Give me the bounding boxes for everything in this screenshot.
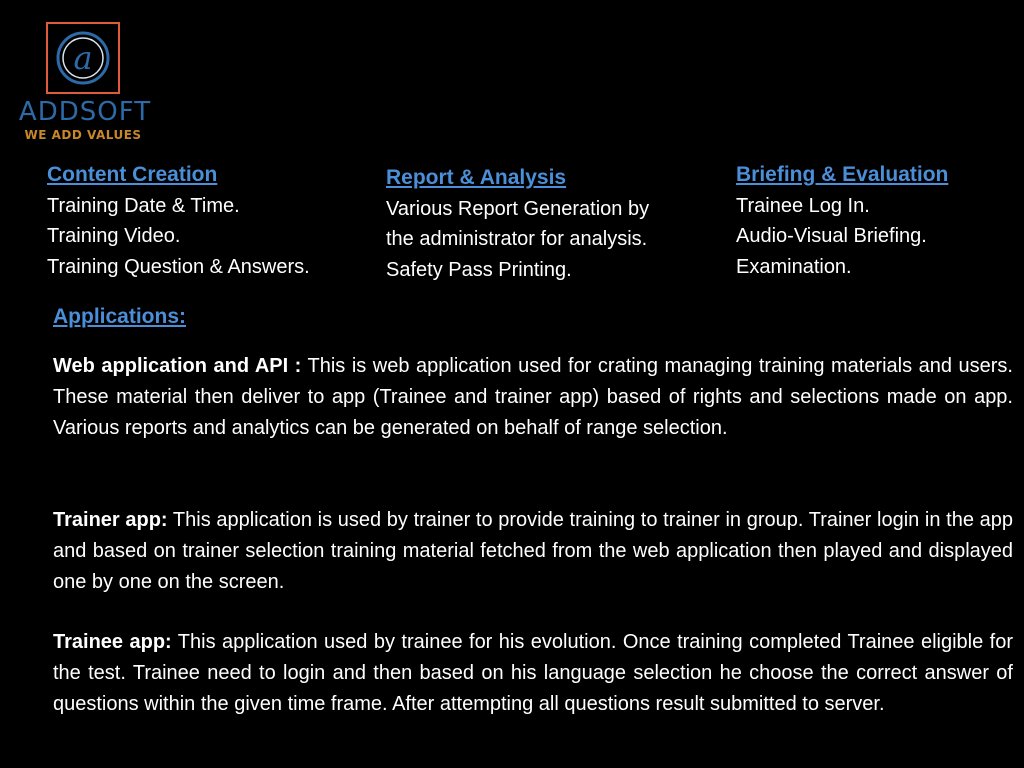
logo-frame: [46, 22, 120, 94]
logo-wordmark: ADDSOFT: [18, 97, 152, 127]
application-label: Trainee app:: [53, 631, 172, 653]
application-text: This is web application used for crating managing training materials and users. These material then deliver to app (Trainee and trainer app) based of rights and selections made on app. Various reports and analytics can be generated on behalf of range selection.: [53, 355, 1013, 439]
applications-heading: Applications:: [53, 305, 187, 328]
feature-column-report-analysis: [386, 163, 649, 285]
company-logo: [14, 22, 156, 146]
application-description-trainer: [53, 505, 1013, 598]
application-description-trainee: [53, 627, 1013, 720]
feature-column-content-creation: [47, 160, 310, 282]
application-label: Web application and API :: [53, 355, 302, 377]
column-title: Report & Analysis: [386, 166, 567, 189]
column-line: Training Date & Time.: [47, 194, 240, 217]
application-label: Trainer app:: [53, 509, 168, 531]
column-line: Safety Pass Printing.: [386, 258, 572, 281]
column-line: the administrator for analysis.: [386, 228, 648, 250]
column-title: Briefing & Evaluation: [736, 163, 949, 186]
column-line: Various Report Generation by: [386, 197, 650, 220]
column-line: Training Question & Answers.: [47, 255, 310, 278]
column-line: Trainee Log In.: [736, 194, 870, 217]
column-title: Content Creation: [47, 163, 218, 186]
application-text: This application is used by trainer to provide training to trainer in group. Trainer login in the app and based on trainer selection training material fetched from the web application then played and displayed one by one on the screen.: [53, 509, 1013, 593]
column-line: Training Video.: [47, 225, 181, 247]
svg-text:a: a: [73, 39, 93, 77]
column-line: Examination.: [736, 255, 852, 278]
logo-tagline: WE ADD VALUES: [24, 128, 142, 142]
at-sign-icon: [54, 29, 112, 87]
column-line: Audio-Visual Briefing.: [736, 225, 927, 247]
application-text: This application used by trainee for his evolution. Once training completed Trainee eligible for the test. Trainee need to login and then based on his language selection he choose the correct answer of questions within the given time frame. After attempting all questions result submitted to server.: [53, 631, 1013, 715]
application-description-web: [53, 351, 1013, 444]
feature-column-briefing-evaluation: [736, 160, 948, 282]
